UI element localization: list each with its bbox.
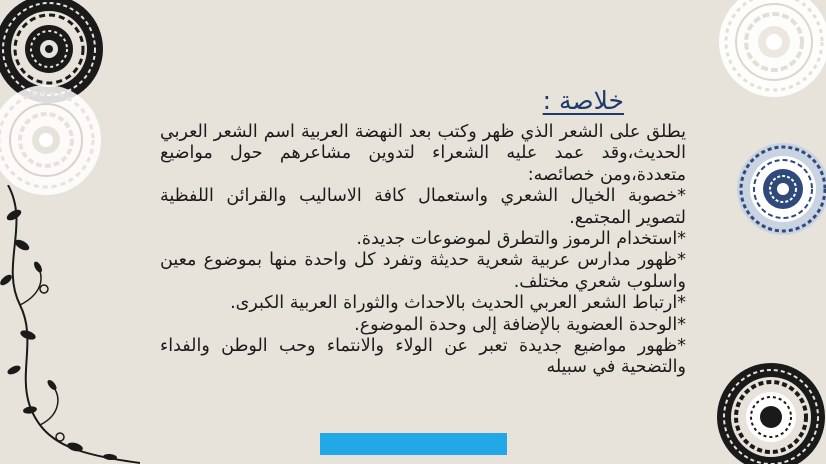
accent-bar xyxy=(320,433,507,455)
point-item: *استخدام الرموز والتطرق لموضوعات جديدة. xyxy=(356,229,686,250)
point-item: *ارتباط الشعر العربي الحديث بالاحداث والثوراة العربية الكبرى. xyxy=(230,293,686,314)
blue-mandala-right xyxy=(736,142,826,236)
white-mandala-top-right xyxy=(718,0,826,98)
slide-title: خلاصة : xyxy=(542,86,624,115)
dark-mandala-bottom-right xyxy=(716,362,826,464)
floral-vine-decoration xyxy=(0,185,150,464)
summary-text xyxy=(160,122,686,379)
white-mandala-left xyxy=(0,84,102,196)
point-item: *ظهور مدارس عربية شعرية حديثة وتفرد كل واحدة منها بموضوع معين واسلوب شعري مختلف. xyxy=(160,250,686,292)
point-item: *خصوبة الخيال الشعري واستعمال كافة الاساليب والقرائن اللفظية لتصوير المجتمع. xyxy=(160,186,686,228)
point-item: *ظهور مواضيع جديدة تعبر عن الولاء والانتماء وحب الوطن والفداء والتضحية في سبيله xyxy=(160,336,686,378)
point-item: *الوحدة العضوية بالإضافة إلى وحدة الموضوع. xyxy=(354,314,686,335)
intro-paragraph: يطلق على الشعر الذي ظهر وكتب بعد النهضة العربية اسم الشعر العربي الحديث،وقد عمد عليه الشعراء لتدوين مشاعرهم حول مواضيع متعددة،ومن خصائصه: xyxy=(160,122,686,185)
